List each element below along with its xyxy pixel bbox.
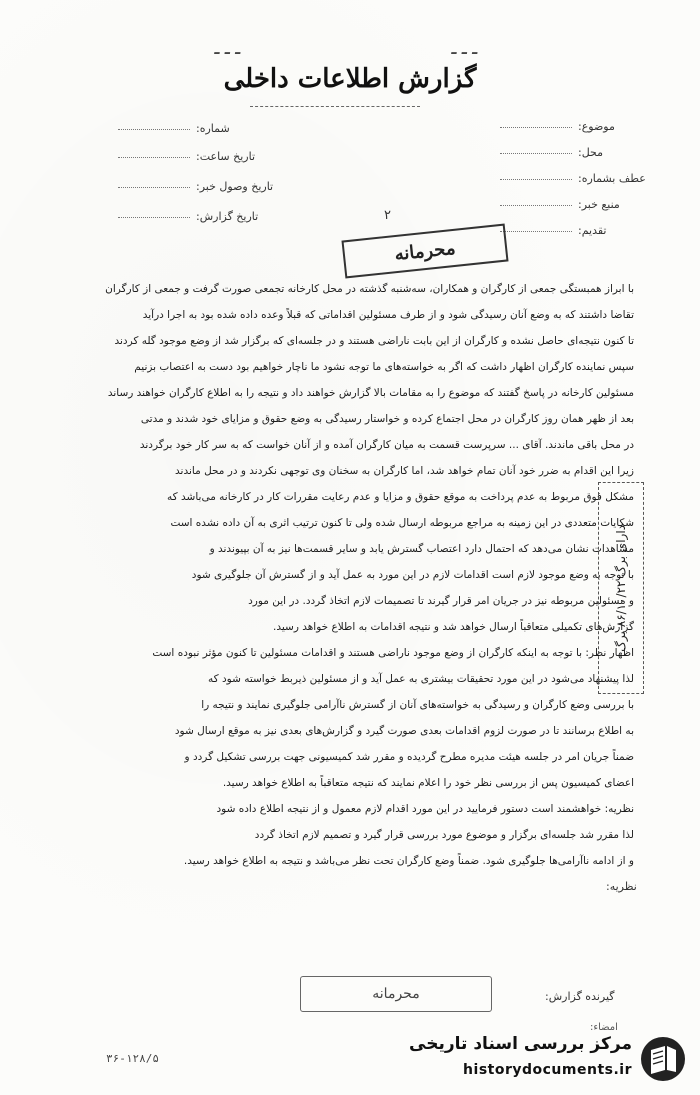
body-line: ضمناً جریان امر در جلسه هیئت مدیره مطرح گردیده و مقرر شد کمیسیونی جهت بررسی تشکیل گردد و bbox=[184, 751, 634, 763]
field-report-date: تاریخ گزارش: bbox=[118, 210, 258, 223]
body-line: تا کنون نتیجه‌ای حاصل نشده و کارگران از این بابت ناراضی هستند و در جلسه‌ای که برگزار شد از وضع موجود گله کردند bbox=[114, 335, 634, 347]
body-line: گزارش‌های تکمیلی متعاقباً ارسال خواهد شد و نتیجه اقدامات به اطلاع خواهد رسید. bbox=[273, 621, 634, 633]
body-line: نظریه: خواهشمند است دستور فرمایید در این مورد اقدام لازم معمول و از نتیجه اطلاع داده شود bbox=[216, 803, 634, 815]
watermark bbox=[409, 1030, 692, 1088]
body-line: در محل باقی ماندند. آقای ... سرپرست قسمت به میان کارگران آمده و از آنان خواست که به سر کار خود برگردند bbox=[139, 439, 634, 451]
body-line: اعضای کمیسیون پس از بررسی نظر خود را اعلام نمایند که نتیجه متعاقباً به اطلاع خواهد رسید. bbox=[222, 777, 634, 789]
field-location: محل: bbox=[500, 146, 603, 159]
field-source: منبع خبر: bbox=[500, 198, 620, 211]
page-mark: ۲ bbox=[384, 208, 391, 223]
confidential-stamp: محرمانه bbox=[341, 224, 508, 279]
watermark-title: مرکز بررسی اسناد تاریخی bbox=[409, 1034, 632, 1054]
reference-code: ۳۶-۱۲۸/۵ bbox=[106, 1052, 159, 1065]
archive-logo-icon bbox=[638, 1034, 688, 1084]
body-line: تقاضا داشتند که به وضع آنان رسیدگی شود و از طرف مسئولین اقداماتی که قبلاً وعده داده شده بود به اجرا درآید bbox=[142, 309, 634, 321]
body-line: با بررسی وضع کارگران و رسیدگی به خواسته‌های آنان از گسترش ناآرامی جلوگیری نمایند و نتیجه را bbox=[201, 699, 634, 711]
top-stamps bbox=[0, 40, 700, 64]
top-stamp-left: ـ ـ ـ bbox=[213, 40, 243, 58]
body-line: لذا مقرر شد جلسه‌ای برگزار و موضوع مورد بررسی قرار گیرد و تصمیم لازم اتخاذ گردد bbox=[254, 829, 634, 841]
side-stamp bbox=[598, 482, 644, 694]
body-line: و مسئولین مربوطه نیز در جریان امر قرار گیرند تا تصمیمات لازم اتخاذ گردد. در این مورد bbox=[248, 595, 634, 607]
side-stamp-text: دارای برگ ۸۶/۱۰/۲۲ برگ bbox=[614, 524, 628, 652]
body-line: مشاهدات نشان می‌دهد که احتمال دارد اعتصاب گسترش یابد و سایر قسمت‌ها نیز به آن بپیوندند و bbox=[209, 543, 634, 555]
body-line: با ابراز همبستگی جمعی از کارگران و همکاران، سه‌شنبه گذشته در محل کارخانه تجمعی صورت گرفت و جمعی از کارگران bbox=[105, 283, 634, 295]
watermark-url: historydocuments.ir bbox=[463, 1062, 632, 1078]
top-stamp-right: ـ ـ ـ bbox=[450, 40, 480, 58]
margin-label: نظریه: bbox=[606, 880, 637, 893]
body-line: زیرا این اقدام به ضرر خود آنان تمام خواهد شد، اما کارگران به سخنان وی توجهی نکردند و در محل ماندند bbox=[175, 465, 634, 477]
field-submitted-to: تقدیم: bbox=[500, 224, 607, 237]
signature-label: امضاء: bbox=[590, 1022, 618, 1033]
receiver-label: گیرنده گزارش: bbox=[545, 990, 615, 1003]
field-time: تاریخ ساعت: bbox=[118, 150, 255, 163]
footer-stamp: محرمانه bbox=[300, 976, 492, 1012]
document-title: گزارش اطلاعات داخلی bbox=[223, 64, 477, 94]
body-line: شکایات متعددی در این زمینه به مراجع مربوطه ارسال شده ولی تا کنون ترتیب اثری به آن داده نشده است bbox=[170, 517, 634, 529]
body-line: بعد از ظهر همان روز کارگران در محل اجتماع کرده و خواستار رسیدگی به وضع حقوق و مزایای خود شدند و مدتی bbox=[140, 413, 634, 425]
body-line: با توجه به وضع موجود لازم است اقدامات لازم در این مورد به عمل آید و از گسترش آن جلوگیری شود bbox=[191, 569, 634, 581]
title-underline bbox=[250, 106, 420, 108]
body-line: و از ادامه ناآرامی‌ها جلوگیری شود. ضمناً وضع کارگران تحت نظر می‌باشد و نتیجه به اطلاع خواهد رسید. bbox=[183, 855, 634, 867]
field-number: شماره: bbox=[118, 122, 230, 135]
report-body bbox=[74, 276, 634, 874]
field-subject: موضوع: bbox=[500, 120, 615, 133]
body-line: اظهار نظر: با توجه به اینکه کارگران از وضع موجود ناراضی هستند و اقدامات مسئولین تا کنون مؤثر نبوده است bbox=[152, 647, 634, 659]
field-received-date: تاریخ وصول خبر: bbox=[118, 180, 273, 193]
body-line: به اطلاع برسانند تا در صورت لزوم اقدامات بعدی صورت گیرد و گزارش‌های بعدی نیز به موقع ارسال شود bbox=[174, 725, 634, 737]
body-line: لذا پیشنهاد می‌شود در این مورد تحقیقات بیشتری به عمل آید و از مسئولین ذیربط خواسته شود که bbox=[208, 673, 634, 685]
field-reference: عطف بشماره: bbox=[500, 172, 646, 185]
body-line: مشکل فوق مربوط به عدم پرداخت به موقع حقوق و مزایا و عدم رعایت مقررات کار در کارخانه می‌باشد که bbox=[167, 491, 634, 503]
body-line: سپس نماینده کارگران اظهار داشت که اگر به خواسته‌های ما توجه نشود ما ناچار خواهیم بود دست به اعتصاب بزنیم bbox=[134, 361, 634, 373]
body-line: مسئولین کارخانه در پاسخ گفتند که موضوع را به مقامات بالا گزارش خواهند داد و نتیجه را به اطلاع کارگران خواهند رساند bbox=[107, 387, 634, 399]
